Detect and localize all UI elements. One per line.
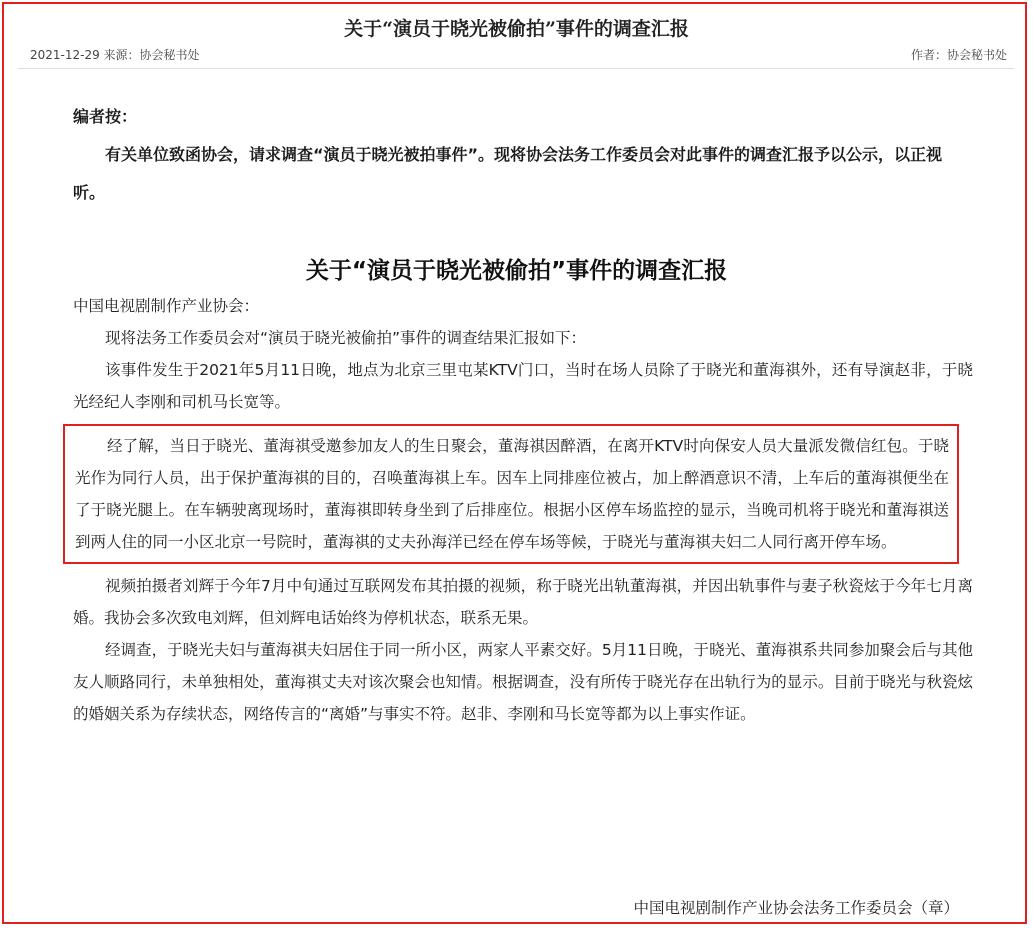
header-title: 关于“演员于晓光被偷拍”事件的调查汇报: [344, 18, 689, 40]
date-source: 2021-12-29 来源：协会秘书处: [30, 48, 200, 62]
document-title: 关于“演员于晓光被偷拍”事件的调查汇报: [305, 258, 728, 284]
author: 作者：协会秘书处: [910, 48, 1007, 62]
header-divider: [18, 68, 1014, 69]
paragraph-intro: 现将法务工作委员会对“演员于晓光被偷拍”事件的调查结果汇报如下：: [105, 329, 587, 347]
editor-note-label: 编者按：: [73, 107, 138, 126]
paragraph-video: 视频拍摄者刘辉于今年7月中旬通过互联网发布其拍摄的视频，称于晓光出轨董海祺，并因出轨事件与妻子秋瓷炫于今年七月离婚。我协会多次致电刘辉，但刘辉电话始终为停机状态，联系无果。: [73, 577, 973, 627]
signature: 中国电视剧制作产业协会法务工作委员会（章）: [633, 899, 959, 917]
paragraph-conclusion: 经调查，于晓光夫妇与董海祺夫妇居住于同一所小区，两家人平素交好。5月11日晚，于晓光、董海祺系共同参加聚会后与其他友人顺路同行，未单独相处，董海祺丈夫对该次聚会也知情。根据调查，没有所传于晓光存在出轨行为的显示。目前于晓光与秋瓷炫的婚姻关系为存续状态，网络传言的“离婚”与事实不符。赵非、李刚和马长宽等都为以上事实作证。: [73, 641, 973, 723]
document-body: [73, 290, 973, 730]
paragraph-highlighted: 经了解，当日于晓光、董海祺受邀参加友人的生日聚会，董海祺因醉酒，在离开KTV时向保安人员大量派发微信红包。于晓光作为同行人员，出于保护董海祺的目的，召唤董海祺上车。因车上同排座位被占，加上醉酒意识不清，上车后的董海祺便坐在了于晓光腿上。在车辆驶离现场时，董海祺即转身坐到了后排座位。根据小区停车场监控的显示，当晚司机将于晓光和董海祺送到两人住的同一小区北京一号院时，董海祺的丈夫孙海洋已经在停车场等候，于晓光与董海祺夫妇二人同行离开停车场。: [75, 437, 949, 551]
editor-note-text: 有关单位致函协会，请求调查“演员于晓光被拍事件”。现将协会法务工作委员会对此事件的调查汇报予以公示，以正视听。: [73, 145, 943, 202]
highlighted-section: [63, 424, 959, 564]
paragraph-event: 该事件发生于2021年5月11日晚，地点为北京三里屯某KTV门口，当时在场人员除了于晓光和董海祺外，还有导演赵非，于晓光经纪人李刚和司机马长宽等。: [73, 361, 973, 411]
salutation: 中国电视剧制作产业协会：: [73, 297, 260, 315]
